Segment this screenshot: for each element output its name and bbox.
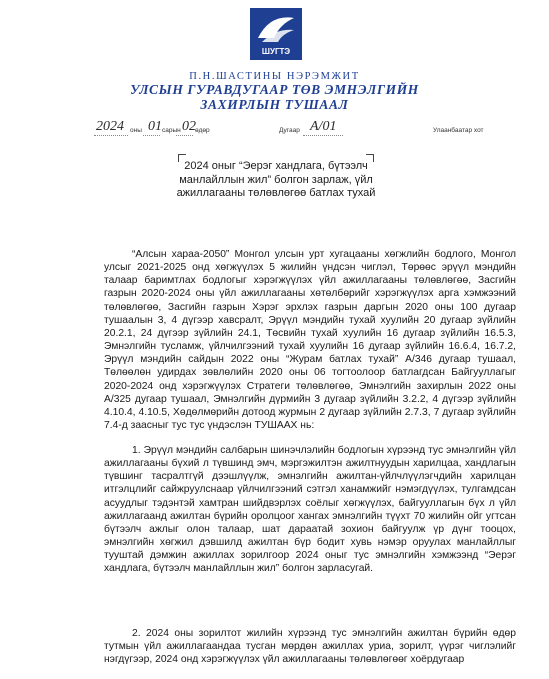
- preamble-text: “Алсын хараа-2050” Монгол улсын урт хугацааны хөгжлийн бодлого, Монгол улсыг 2021-2025 онд хөгжүүлэх 5 жилийн үндсэн чиглэл, Төрөөс эрүүл мэндийн талаар баримтлах бодлогыг хэрэгжүүлэх үйл ажиллагааны төлөвлөгөө, Засгийн газрын 2020-2024 оны үйл ажиллагааны хөтөлбөрийг хэрэгжүүлэх арга хэмжээний төлөвлөгөө, Засгийн газрын Хэрэг эрхлэх газрын даргын 2020 оны 100 дугаар тушаалын 3, 4 дүгээр хавсралт, Эрүүл мэндийн тухай хуулийн 20 дугаар зүйлийн 20.2.1, 24 дүгээр зүйлийн 24.1, Төсвийн тухай хуулийн 16 дугаар зүйлийн 16.5.3, Эмнэлгийн тусламж, үйлчилгээний тухай хуулийн 16 дугаар зүйлийн 16.6.4, 16.7.2, Эрүүл мэндийн сайдын 2022 оны “Журам батлах тухай” А/346 дугаар тушаал, Төлөөлөн удирдах зөвлөлийн 2020 оны 06 тогтоолоор батлагдсан Байгууллагыг 2020-2024 онд хэрэгжүүлэх Стратеги төлөвлөгөө, Эмнэлгийн захирлын 2022 оны А/325 дугаар тушаал, Эмнэлгийн дүрмийн 3 дугаар зүйлийн 3.2.2, 4 дүгээр зүйлийн 4.10.4, 4.10.5, Хөдөлмөрийн дотоод журмын 2 дугаар зүйлийн 2.7.3, 7 дугаар зүйлийн 7.4-д заасныг тус тус үндэслэн ТУШААХ нь:: [104, 249, 516, 432]
- order-number: А/01: [310, 119, 337, 134]
- order-item-1: [104, 444, 516, 576]
- subject-line3: ажиллагааны төлөвлөгөө батлах тухай: [176, 187, 376, 199]
- year-suffix: оны: [130, 127, 142, 134]
- preamble-paragraph: [104, 248, 516, 432]
- order-item-2-text: 2. 2024 оны зорилтот жилийн хүрээнд тус эмнэлгийн ажилтан бүрийн өдөр тутмын үйл ажиллагаандаа тусган мөрдөн ажиллах уриа, зорилт, үүрэг чиглэлийг нэгдүгээр, 2024 онд хэрэгжүүлэх үйл ажиллагааны төлөвлөгөөг хоёрдугаар: [104, 628, 516, 666]
- number-label: Дугаар: [279, 127, 300, 134]
- order-item-1-text: 1. Эрүүл мэндийн салбарын шинэчлэлийн бодлогын хүрээнд тус эмнэлгийн үйл ажиллагааны бүхий л түвшинд эмч, мэргэжилтэн ажилтнуудын харилцаа, хандлагын түвшинг тасралтгүй дээшлүүлж, эмнэлгийн ажилтан-үйлчлүүлэгчдийн харилцан итгэлцлийг сайжруулснаар үйлчилгээний сэтгэл ханамжийг нэмэгдүүлэх, тулгамдсан асуудлыг тэдэнтэй хамтран шийдвэрлэх соёлыг хөгжүүлэх, байгууллагын бүх л үйл ажиллагаанд ажилтан бүрийн оролцоог хангах эмнэлгийн түүхт 70 жилийн ойг угтсан бүтээлч ажлыг олон талаар, шат дараатай зохион байгуулж үр дүнг тооцох, эмнэлгийн хөгжил дэвшилд ажилтан бүр бодит хувь нэмэр оруулах манлайллыг тууштай дэмжин ажиллах зорилгоор 2024 оныг тус эмнэлгийн хэмжээнд “Эерэг хандлага, бүтээлч манлайллын жил” болгон зарласугай.: [104, 445, 516, 575]
- subject-line1: 2024 оныг “Эерэг хандлага, бүтээлч: [184, 160, 368, 172]
- subject-line2: манлайллын жил” болгон зарлаж, үйл: [179, 173, 373, 186]
- hospital-logo: [250, 8, 302, 60]
- month-suffix: сарын: [162, 127, 181, 134]
- org-title-line1: УЛСЫН ГУРАВДУГААР ТӨВ ЭМНЭЛГИЙН: [130, 82, 419, 97]
- order-month: 01: [148, 119, 162, 134]
- order-subject: [160, 160, 392, 201]
- hospital-name: П.Н.ШАСТИНЫ НЭРЭМЖИТ: [189, 71, 360, 82]
- order-item-2: [104, 627, 516, 666]
- year-underline: [94, 135, 128, 136]
- day-suffix: өдөр: [195, 127, 210, 134]
- month-underline: [143, 135, 160, 136]
- logo-text: ШУГТЭ: [261, 47, 291, 56]
- order-day: 02: [182, 119, 196, 134]
- number-underline: [303, 135, 343, 136]
- day-underline: [176, 135, 193, 136]
- city: Улаанбаатар хот: [433, 127, 484, 134]
- order-year: 2024: [96, 119, 124, 134]
- org-title-line2: ЗАХИРЛЫН ТУШААЛ: [200, 97, 349, 112]
- document-title: [0, 82, 549, 112]
